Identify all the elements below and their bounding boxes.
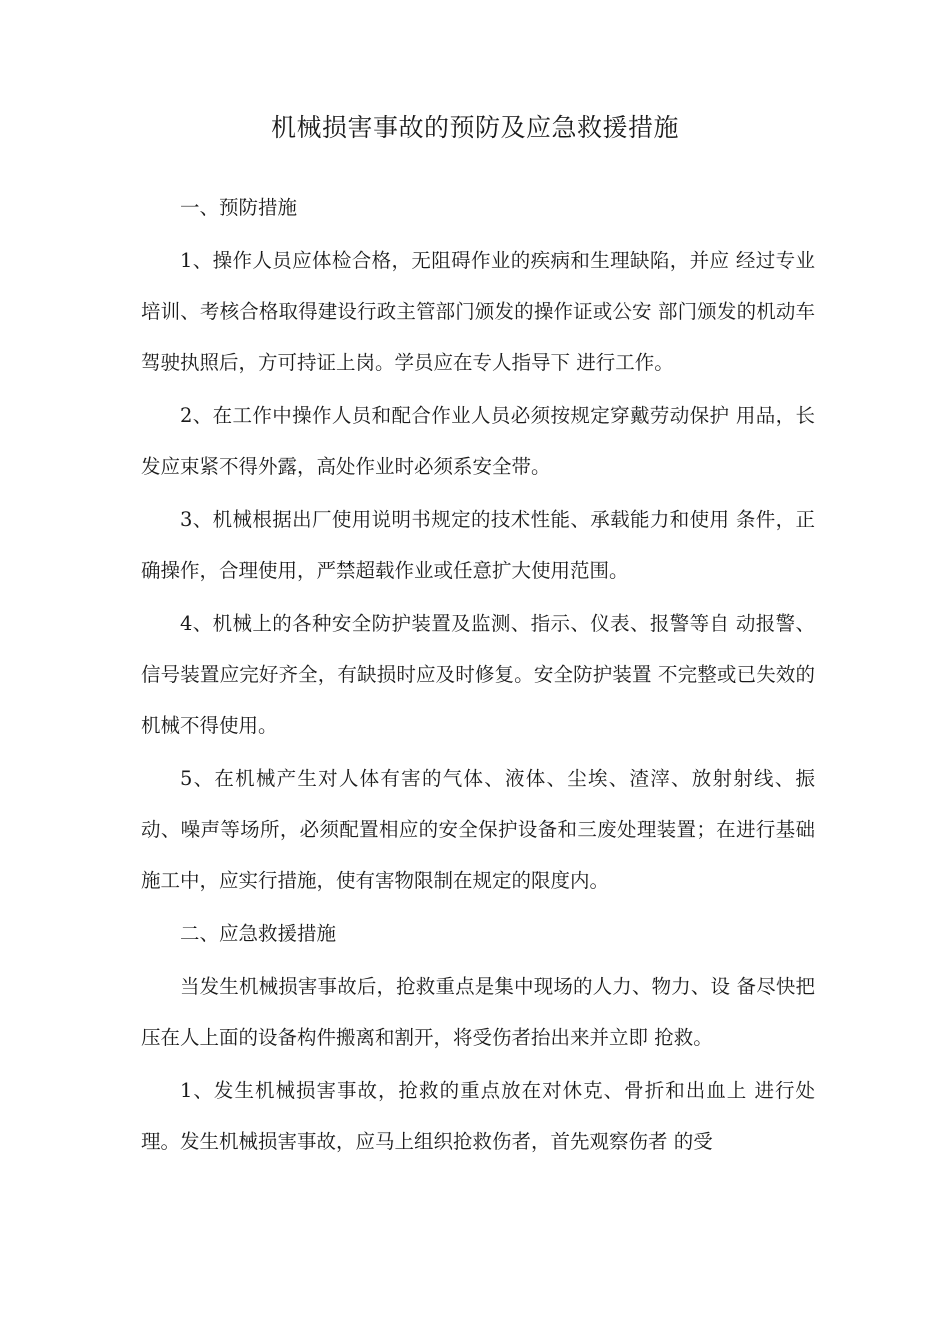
paragraph-prevention-1: 1、操作人员应体检合格，无阻碍作业的疾病和生理缺陷，并应 经过专业培训、考核合格取得建设行政主管部门颁发的操作证或公安 部门颁发的机动车驾驶执照后，方可持证上岗。学员应在专人指导下 进行工作。 [141, 249, 815, 374]
document-title: 机械损害事故的预防及应急救援措施 [270, 113, 679, 142]
paragraph-prevention-4: 4、机械上的各种安全防护装置及监测、指示、仪表、报警等自 动报警、信号装置应完好齐全，有缺损时应及时修复。安全防护装置 不完整或已失效的机械不得使用。 [141, 612, 815, 737]
section-heading-emergency: 二、应急救援措施 [180, 922, 337, 945]
paragraph-prevention-5: 5、在机械产生对人体有害的气体、液体、尘埃、渣滓、放射射线、振动、噪声等场所，必须配置相应的安全保护设备和三废处理装置；在进行基础施工中，应实行措施，使有害物限制在规定的限度内。 [141, 767, 815, 892]
paragraph-emergency-intro: 当发生机械损害事故后，抢救重点是集中现场的人力、物力、设 备尽快把压在人上面的设备构件搬离和割开，将受伤者抬出来并立即 抢救。 [141, 975, 815, 1049]
paragraph-emergency-1: 1、发生机械损害事故，抢救的重点放在对休克、骨折和出血上 进行处理。发生机械损害事故，应马上组织抢救伤者，首先观察伤者 的受 [141, 1079, 815, 1153]
section-heading-prevention: 一、预防措施 [180, 196, 298, 219]
paragraph-prevention-2: 2、在工作中操作人员和配合作业人员必须按规定穿戴劳动保护 用品，长发应束紧不得外露，高处作业时必须系安全带。 [141, 404, 815, 478]
paragraph-prevention-3: 3、机械根据出厂使用说明书规定的技术性能、承载能力和使用 条件，正确操作，合理使用，严禁超载作业或任意扩大使用范围。 [141, 508, 815, 582]
document-body [141, 182, 815, 1169]
